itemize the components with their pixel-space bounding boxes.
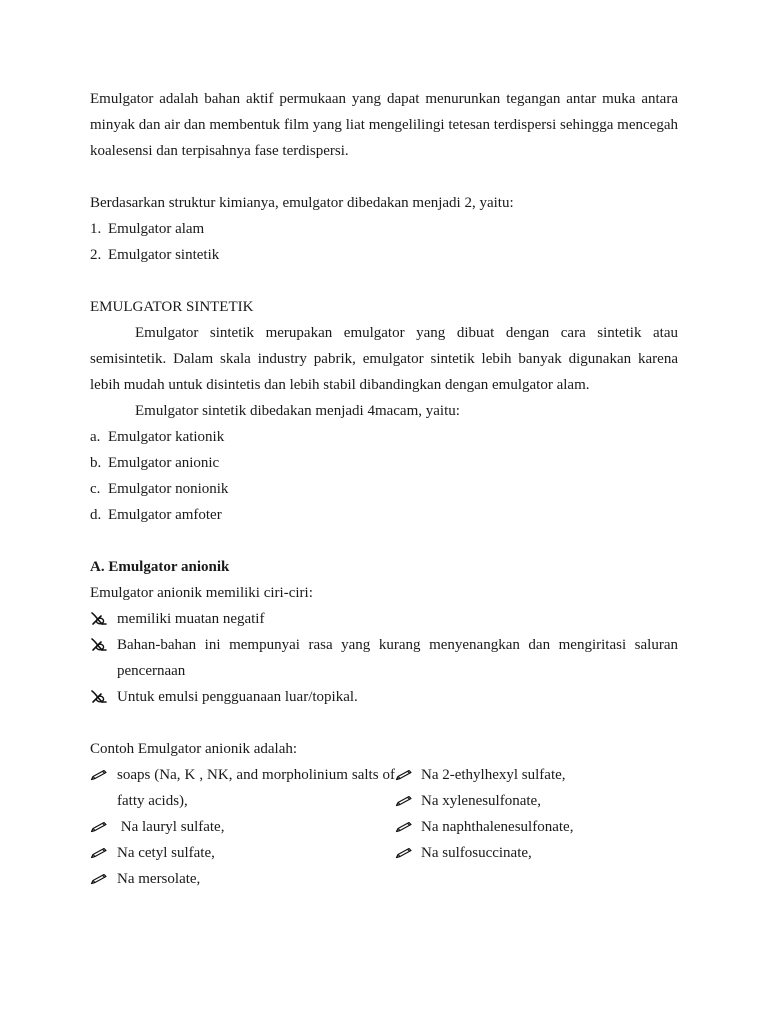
pencil-icon [395,814,421,840]
crossed-loop-icon [90,606,117,632]
example-item [90,762,395,814]
example-item [395,788,678,814]
item-letter: c. [90,481,101,497]
trait-item [90,606,678,632]
sintetik-paragraph: Emulgator sintetik merupakan emulgator yang dibuat dengan cara sintetik atau semisintetik. Dalam skala industry pabrik, emulgator sintetik lebih banyak digunakan karena lebih mudah untuk disintetis dan lebih stabil dibandingkan dengan emulgator alam. [90,325,678,393]
structure-item [90,242,678,268]
example-item [90,840,395,866]
pencil-icon [395,840,421,866]
section-title-anionik: A. Emulgator anionik [90,559,230,575]
examples-columns [90,762,678,892]
trait-text: Bahan-bahan ini mempunyai rasa yang kurang menyenangkan dan mengiritasi saluran pencernaan [117,637,678,679]
item-text: Emulgator kationik [108,429,225,445]
crossed-loop-icon [90,632,117,658]
type-item [90,502,678,528]
type-item [90,424,678,450]
type-item [90,450,678,476]
type-item [90,476,678,502]
example-text: soaps (Na, K , NK, and morpholinium salts of fatty acids), [117,767,395,809]
trait-text: Untuk emulsi pengguanaan luar/topikal. [117,689,358,705]
example-item [395,840,678,866]
structure-heading: Berdasarkan struktur kimianya, emulgator dibedakan menjadi 2, yaitu: [90,195,514,211]
example-text: Na lauryl sulfate, [117,819,225,835]
example-item [395,814,678,840]
section-title-sintetik: EMULGATOR SINTETIK [90,299,254,315]
spacer [90,710,678,736]
examples-right-column [395,762,678,892]
example-text: Na 2-ethylhexyl sulfate, [421,767,566,783]
spacer [90,164,678,190]
pencil-icon [90,866,117,892]
item-text: Emulgator amfoter [108,507,222,523]
crossed-loop-icon [90,684,117,710]
structure-item [90,216,678,242]
example-text: Na xylenesulfonate, [421,793,541,809]
example-text: Na naphthalenesulfonate, [421,819,574,835]
pencil-icon [90,762,117,788]
trait-text: memiliki muatan negatif [117,611,265,627]
item-letter: a. [90,429,101,445]
pencil-icon [90,840,117,866]
item-text: Emulgator anionic [108,455,220,471]
example-text: Na mersolate, [117,871,201,887]
spacer [90,268,678,294]
example-text: Na cetyl sulfate, [117,845,215,861]
sintetik-types-intro: Emulgator sintetik dibedakan menjadi 4macam, yaitu: [135,403,460,419]
pencil-icon [395,762,421,788]
example-item [395,762,678,788]
pencil-icon [90,814,117,840]
item-text: Emulgator alam [108,221,205,237]
item-text: Emulgator sintetik [108,247,220,263]
trait-item [90,684,678,710]
item-letter: d. [90,507,102,523]
example-text: Na sulfosuccinate, [421,845,532,861]
item-letter: b. [90,455,102,471]
examples-heading: Contoh Emulgator anionik adalah: [90,741,298,757]
spacer [90,528,678,554]
pencil-icon [395,788,421,814]
item-text: Emulgator nonionik [108,481,229,497]
document-page [90,86,678,892]
examples-left-column [90,762,395,892]
trait-item [90,632,678,684]
intro-paragraph: Emulgator adalah bahan aktif permukaan yang dapat menurunkan tegangan antar muka antara minyak dan air dan membentuk film yang liat mengelilingi tetesan terdispersi sehingga mencegah koalesensi dan terpisahnya fase terdispersi. [90,91,678,159]
item-number: 2. [90,247,102,263]
anionik-intro: Emulgator anionik memiliki ciri-ciri: [90,585,313,601]
item-number: 1. [90,221,102,237]
example-item [90,814,395,840]
example-item [90,866,395,892]
